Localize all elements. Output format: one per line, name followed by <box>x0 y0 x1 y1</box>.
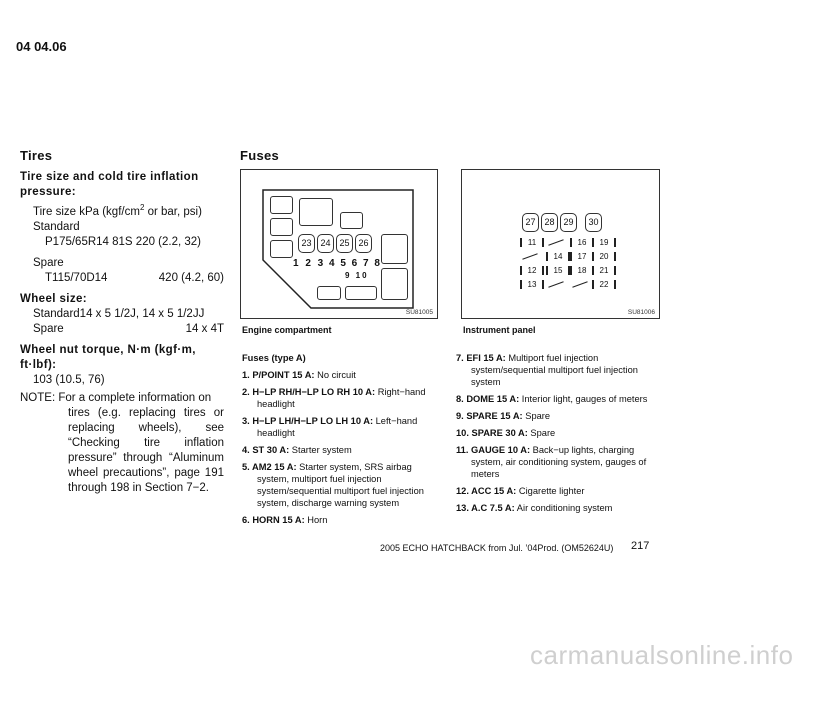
standard-label: Standard <box>33 220 80 233</box>
fuse-list-item-name: 9. SPARE 15 A: <box>456 411 523 421</box>
fuse-slot-empty <box>546 280 566 289</box>
fuse-list-item-name: 2. H−LP RH/H−LP LO RH 10 A: <box>242 387 376 397</box>
fuse-22: 22 <box>592 280 616 289</box>
fuse-list-item-desc: Cigarette lighter <box>516 486 585 496</box>
fuse-list-item <box>456 485 662 497</box>
fuse-list-item-desc: Starter system, SRS airbag system, multiport fuel injection system/sequential multiport fuel injection system, discharge warning system <box>257 462 424 508</box>
tire-column-header: Tire size kPa ($kgf/cm^2$ or bar, psi) <box>33 203 202 218</box>
fuse-list-item-name: 1. P/POINT 15 A: <box>242 370 315 380</box>
engine-relay <box>345 286 377 300</box>
instrument-panel-diagram <box>461 169 660 319</box>
fuse-18: 18 <box>570 266 594 275</box>
wheel-spare-row: Spare 14 x 4T <box>33 322 224 335</box>
cold-pressure-heading: Tire size and cold tire inflation pressure: <box>20 171 199 198</box>
fuse-24: 24 <box>317 234 334 253</box>
fuse-list-item-name: 6. HORN 15 A: <box>242 515 305 525</box>
fuse-23: 23 <box>298 234 315 253</box>
wheel-standard: Standard14 x 5 1/2J, 14 x 5 1/2JJ <box>33 307 205 320</box>
engine-fuse-row-left: 1 2 3 <box>293 258 326 269</box>
torque-heading: Wheel nut torque, N·m (kgf·m, ft·lbf): <box>20 343 196 371</box>
tires-section <box>20 148 224 496</box>
spare-row: T115/70D14 420 (4.2, 60) <box>45 271 224 284</box>
engine-relay <box>381 268 408 300</box>
engine-relay <box>270 240 293 258</box>
fuse-list-item <box>242 444 440 456</box>
fuse-list-item <box>456 393 662 405</box>
fuse-16: 16 <box>570 238 594 247</box>
fuse-slot-empty <box>570 280 590 289</box>
fuse-list-item-name: 13. A.C 7.5 A: <box>456 503 515 513</box>
fuse-list-item-desc: Spare <box>522 411 551 421</box>
fuse-26: 26 <box>355 234 372 253</box>
fuse-list-item-name: 8. DOME 15 A: <box>456 394 520 404</box>
fuse-14: 14 <box>546 252 570 261</box>
fuse-list-item <box>242 461 440 509</box>
fuse-list-item-desc: Multiport fuel injection system/sequential multiport fuel injection system <box>471 353 638 387</box>
fuse-list-item-name: 12. ACC 15 A: <box>456 486 517 496</box>
watermark: carmanualsonline.info <box>530 640 794 670</box>
fuse-list-item-desc: Back−up lights, charging system, air conditioning system, gauges of meters <box>471 445 647 479</box>
fuse-list-right <box>456 352 662 519</box>
engine-relay <box>270 218 293 236</box>
engine-relay <box>381 234 408 264</box>
engine-relay <box>270 196 293 214</box>
fuse-list-heading: Fuses (type A) <box>242 353 306 363</box>
torque-value: 103 (10.5, 76) <box>33 373 105 386</box>
fuse-list-item-desc: Horn <box>304 515 328 525</box>
tires-title: Tires <box>20 148 53 163</box>
engine-fuse-row-2: 9 10 <box>345 271 369 280</box>
fuse-27: 27 <box>522 213 539 232</box>
fuse-15: 15 <box>546 266 570 275</box>
fuse-21: 21 <box>592 266 616 275</box>
engine-fuse-row-right: 4 5 6 7 8 <box>329 258 382 269</box>
panel-caption: Instrument panel <box>463 325 536 335</box>
fuse-list-item <box>456 427 662 439</box>
standard-value: P175/65R14 81S 220 (2.2, 32) <box>45 235 202 248</box>
fuse-19: 19 <box>592 238 616 247</box>
fuse-20: 20 <box>592 252 616 261</box>
fuse-11: 11 <box>520 238 544 247</box>
wheel-size-heading: Wheel size: <box>20 292 88 305</box>
engine-figure-code: SU81005 <box>405 309 433 316</box>
fuse-list-item-name: 10. SPARE 30 A: <box>456 428 528 438</box>
fuse-list-item-desc: No circuit <box>314 370 356 380</box>
fuse-list-item-name: 7. EFI 15 A: <box>456 353 506 363</box>
fuse-list-item-desc: Right−hand headlight <box>257 387 426 409</box>
fuse-list-item <box>456 444 662 480</box>
fuse-list-item <box>456 410 662 422</box>
page-number: 217 <box>631 540 650 552</box>
fuse-list-item <box>242 386 440 410</box>
fuse-list-item-name: 3. H−LP LH/H−LP LO LH 10 A: <box>242 416 374 426</box>
fuse-28: 28 <box>541 213 558 232</box>
fuse-list-item-desc: Starter system <box>289 445 352 455</box>
fuse-list-item-name: 11. GAUGE 10 A: <box>456 445 531 455</box>
fuse-list-item <box>242 514 440 526</box>
fuse-17: 17 <box>570 252 594 261</box>
fuse-list-item-desc: Spare <box>527 428 556 438</box>
fuse-list-item <box>242 415 440 439</box>
tires-note: NOTE: For a complete information on tires (e.g. replacing tires or replacing wheels), see “Checking tire inflation pressure” through “Aluminum wheel precautions”, page 191 through 198 in Section 7−2. <box>20 391 224 494</box>
panel-figure-code: SU81006 <box>627 309 655 316</box>
fuse-13: 13 <box>520 280 544 289</box>
engine-caption: Engine compartment <box>242 325 332 335</box>
fuse-list-item <box>456 502 662 514</box>
fuse-slot-empty <box>520 252 540 261</box>
fuse-list-item <box>242 369 440 381</box>
fuse-list-left <box>242 352 440 531</box>
section-header: 04 04.06 <box>16 39 67 54</box>
fuse-slot-empty <box>546 238 566 247</box>
fuse-list-item <box>456 352 662 388</box>
engine-relay <box>317 286 341 300</box>
fuse-list-item-name: 4. ST 30 A: <box>242 445 290 455</box>
fuse-list-item-desc: Interior light, gauges of meters <box>519 394 648 404</box>
footer: 2005 ECHO HATCHBACK from Jul. ’04Prod. (OM52624U) <box>380 543 614 553</box>
engine-relay <box>340 212 363 229</box>
fuse-12: 12 <box>520 266 544 275</box>
spare-label: Spare <box>33 256 64 269</box>
fuse-30: 30 <box>585 213 602 232</box>
fuses-title: Fuses <box>240 148 280 163</box>
fuse-list-item-name: 5. AM2 15 A: <box>242 462 297 472</box>
fuse-list-item-desc: Air conditioning system <box>514 503 613 513</box>
engine-relay <box>299 198 333 226</box>
fuse-29: 29 <box>560 213 577 232</box>
engine-compartment-diagram <box>240 169 438 319</box>
fuse-25: 25 <box>336 234 353 253</box>
fuse-list-item-desc: Left−hand headlight <box>257 416 418 438</box>
